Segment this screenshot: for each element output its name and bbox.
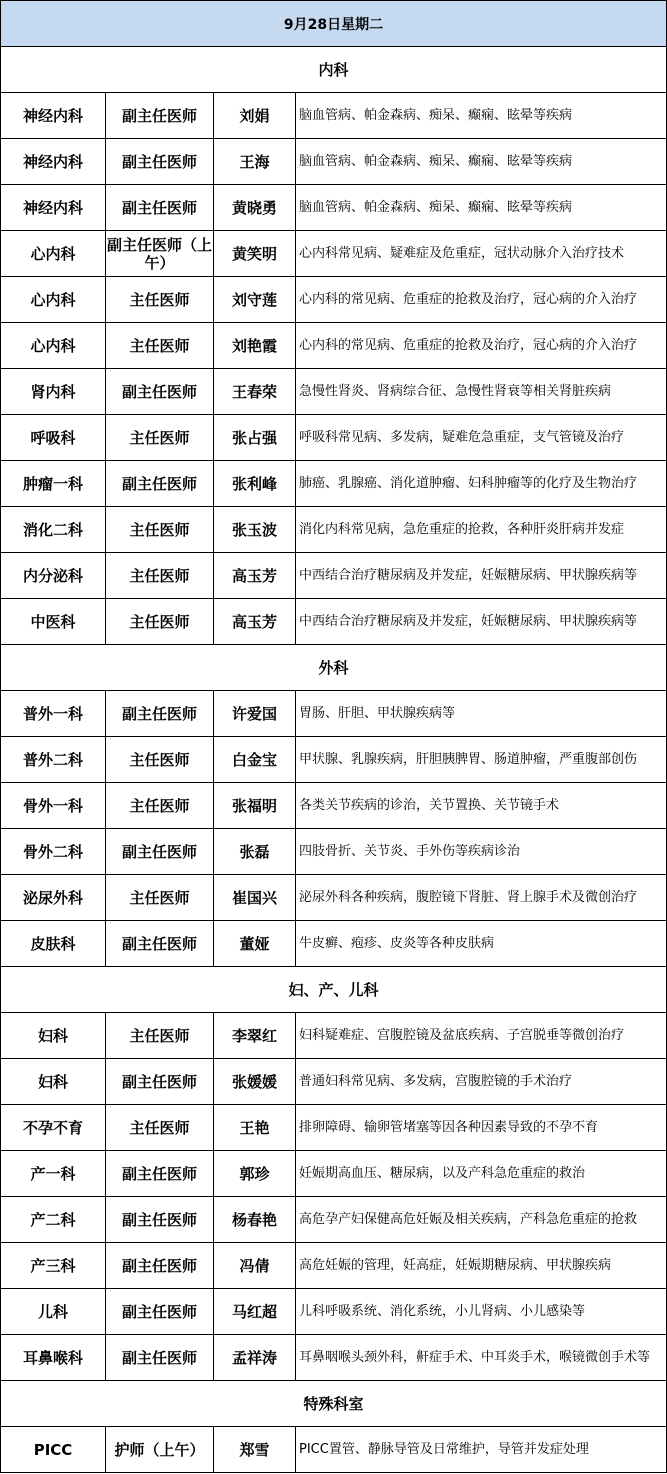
doctor-name-cell: 许爱国: [214, 691, 296, 737]
date-header: 9月28日星期二: [1, 1, 667, 47]
table-row: [1, 323, 667, 369]
specialty-cell: 消化内科常见病，急危重症的抢救，各种肝炎肝病并发症: [296, 507, 667, 553]
doctor-name-cell: 马红超: [214, 1289, 296, 1335]
doctor-title-cell: 主任医师: [106, 1013, 214, 1059]
table-row: [1, 231, 667, 277]
table-row: [1, 1105, 667, 1151]
doctor-title-cell: 主任医师: [106, 783, 214, 829]
doctor-name-cell: 董娅: [214, 921, 296, 967]
doctor-name-cell: 张媛媛: [214, 1059, 296, 1105]
doctor-name-cell: 张磊: [214, 829, 296, 875]
department-cell: 普外一科: [1, 691, 106, 737]
department-cell: 神经内科: [1, 93, 106, 139]
doctor-name-cell: 张占强: [214, 415, 296, 461]
department-cell: 普外二科: [1, 737, 106, 783]
doctor-title-cell: 副主任医师: [106, 921, 214, 967]
table-row: [1, 921, 667, 967]
section-header-row: [1, 1381, 667, 1427]
doctor-title-cell: 副主任医师: [106, 1335, 214, 1381]
specialty-cell: 胃肠、肝胆、甲状腺疾病等: [296, 691, 667, 737]
doctor-title-cell: 主任医师: [106, 277, 214, 323]
table-row: [1, 691, 667, 737]
specialty-cell: 中西结合治疗糖尿病及并发症，妊娠糖尿病、甲状腺疾病等: [296, 553, 667, 599]
specialty-cell: 排卵障碍、输卵管堵塞等因各种因素导致的不孕不育: [296, 1105, 667, 1151]
table-row: [1, 599, 667, 645]
department-cell: PICC: [1, 1427, 106, 1473]
specialty-cell: 高危妊娠的管理，妊高症，妊娠期糖尿病、甲状腺疾病: [296, 1243, 667, 1289]
doctor-name-cell: 王海: [214, 139, 296, 185]
department-cell: 骨外二科: [1, 829, 106, 875]
table-row: [1, 461, 667, 507]
doctor-title-cell: 主任医师: [106, 875, 214, 921]
section-header-row: [1, 645, 667, 691]
specialty-cell: PICC置管、静脉导管及日常维护，导管并发症处理: [296, 1427, 667, 1473]
section-header-row: [1, 967, 667, 1013]
doctor-title-cell: 主任医师: [106, 323, 214, 369]
specialty-cell: 心内科常见病、疑难症及危重症，冠状动脉介入治疗技术: [296, 231, 667, 277]
specialty-cell: 中西结合治疗糖尿病及并发症，妊娠糖尿病、甲状腺疾病等: [296, 599, 667, 645]
doctor-name-cell: 张福明: [214, 783, 296, 829]
doctor-name-cell: 刘艳霞: [214, 323, 296, 369]
specialty-cell: 心内科的常见病、危重症的抢救及治疗，冠心病的介入治疗: [296, 277, 667, 323]
doctor-title-cell: 主任医师: [106, 507, 214, 553]
doctor-title-cell: 副主任医师: [106, 461, 214, 507]
table-row: [1, 1289, 667, 1335]
table-row: [1, 829, 667, 875]
department-cell: 泌尿外科: [1, 875, 106, 921]
department-cell: 产二科: [1, 1197, 106, 1243]
doctor-title-cell: 主任医师: [106, 1105, 214, 1151]
department-cell: 神经内科: [1, 139, 106, 185]
doctor-title-cell: 副主任医师（上午）: [106, 231, 214, 277]
doctor-name-cell: 高玉芳: [214, 553, 296, 599]
department-cell: 心内科: [1, 323, 106, 369]
doctor-title-cell: 副主任医师: [106, 1243, 214, 1289]
table-row: [1, 415, 667, 461]
table-row: [1, 1197, 667, 1243]
doctor-title-cell: 副主任医师: [106, 369, 214, 415]
department-cell: 神经内科: [1, 185, 106, 231]
department-cell: 妇科: [1, 1013, 106, 1059]
specialty-cell: 牛皮癣、疱疹、皮炎等各种皮肤病: [296, 921, 667, 967]
doctor-title-cell: 主任医师: [106, 599, 214, 645]
doctor-title-cell: 副主任医师: [106, 829, 214, 875]
table-row: [1, 185, 667, 231]
department-cell: 产一科: [1, 1151, 106, 1197]
doctor-name-cell: 郭珍: [214, 1151, 296, 1197]
doctor-name-cell: 张玉波: [214, 507, 296, 553]
department-cell: 心内科: [1, 231, 106, 277]
doctor-name-cell: 杨春艳: [214, 1197, 296, 1243]
table-row: [1, 875, 667, 921]
specialty-cell: 脑血管病、帕金森病、痴呆、癫痫、眩晕等疾病: [296, 93, 667, 139]
doctor-title-cell: 副主任医师: [106, 1059, 214, 1105]
doctor-name-cell: 李翠红: [214, 1013, 296, 1059]
table-row: [1, 1427, 667, 1473]
specialty-cell: 甲状腺、乳腺疾病，肝胆胰脾胃、肠道肿瘤，严重腹部创伤: [296, 737, 667, 783]
specialty-cell: 各类关节疾病的诊治，关节置换、关节镜手术: [296, 783, 667, 829]
doctor-title-cell: 主任医师: [106, 737, 214, 783]
table-row: [1, 369, 667, 415]
doctor-title-cell: 副主任医师: [106, 185, 214, 231]
specialty-cell: 普通妇科常见病、多发病，宫腹腔镜的手术治疗: [296, 1059, 667, 1105]
department-cell: 内分泌科: [1, 553, 106, 599]
doctor-name-cell: 白金宝: [214, 737, 296, 783]
section-title: 内科: [1, 47, 667, 93]
department-cell: 不孕不育: [1, 1105, 106, 1151]
department-cell: 肿瘤一科: [1, 461, 106, 507]
section-title: 妇、产、儿科: [1, 967, 667, 1013]
specialty-cell: 四肢骨折、关节炎、手外伤等疾病诊治: [296, 829, 667, 875]
specialty-cell: 耳鼻咽喉头颈外科，鼾症手术、中耳炎手术，喉镜微创手术等: [296, 1335, 667, 1381]
department-cell: 消化二科: [1, 507, 106, 553]
doctor-title-cell: 副主任医师: [106, 1197, 214, 1243]
doctor-name-cell: 崔国兴: [214, 875, 296, 921]
doctor-name-cell: 郑雪: [214, 1427, 296, 1473]
doctor-name-cell: 冯倩: [214, 1243, 296, 1289]
doctor-name-cell: 王艳: [214, 1105, 296, 1151]
specialty-cell: 脑血管病、帕金森病、痴呆、癫痫、眩晕等疾病: [296, 185, 667, 231]
doctor-name-cell: 刘守莲: [214, 277, 296, 323]
specialty-cell: 心内科的常见病、危重症的抢救及治疗，冠心病的介入治疗: [296, 323, 667, 369]
table-row: [1, 1059, 667, 1105]
specialty-cell: 脑血管病、帕金森病、痴呆、癫痫、眩晕等疾病: [296, 139, 667, 185]
specialty-cell: 高危孕产妇保健高危妊娠及相关疾病，产科急危重症的抢救: [296, 1197, 667, 1243]
date-header-row: [1, 1, 667, 47]
table-row: [1, 93, 667, 139]
table-row: [1, 139, 667, 185]
section-title: 特殊科室: [1, 1381, 667, 1427]
doctor-name-cell: 王春荣: [214, 369, 296, 415]
department-cell: 肾内科: [1, 369, 106, 415]
table-row: [1, 277, 667, 323]
table-row: [1, 1335, 667, 1381]
specialty-cell: 泌尿外科各种疾病，腹腔镜下肾脏、肾上腺手术及微创治疗: [296, 875, 667, 921]
section-header-row: [1, 47, 667, 93]
specialty-cell: 儿科呼吸系统、消化系统，小儿肾病、小儿感染等: [296, 1289, 667, 1335]
department-cell: 耳鼻喉科: [1, 1335, 106, 1381]
table-row: [1, 1243, 667, 1289]
doctor-title-cell: 主任医师: [106, 415, 214, 461]
specialty-cell: 妇科疑难症、宫腹腔镜及盆底疾病、子宫脱垂等微创治疗: [296, 1013, 667, 1059]
department-cell: 骨外一科: [1, 783, 106, 829]
doctor-title-cell: 副主任医师: [106, 1151, 214, 1197]
doctor-name-cell: 黄笑明: [214, 231, 296, 277]
table-row: [1, 1151, 667, 1197]
doctor-name-cell: 高玉芳: [214, 599, 296, 645]
specialty-cell: 肺癌、乳腺癌、消化道肿瘤、妇科肿瘤等的化疗及生物治疗: [296, 461, 667, 507]
doctor-name-cell: 黄晓勇: [214, 185, 296, 231]
table-row: [1, 553, 667, 599]
table-row: [1, 507, 667, 553]
department-cell: 产三科: [1, 1243, 106, 1289]
department-cell: 皮肤科: [1, 921, 106, 967]
department-cell: 心内科: [1, 277, 106, 323]
department-cell: 儿科: [1, 1289, 106, 1335]
table-row: [1, 783, 667, 829]
department-cell: 呼吸科: [1, 415, 106, 461]
doctor-title-cell: 护师（上午）: [106, 1427, 214, 1473]
table-row: [1, 737, 667, 783]
specialty-cell: 急慢性肾炎、肾病综合征、急慢性肾衰等相关肾脏疾病: [296, 369, 667, 415]
doctor-name-cell: 孟祥涛: [214, 1335, 296, 1381]
doctor-title-cell: 副主任医师: [106, 93, 214, 139]
doctor-name-cell: 刘娟: [214, 93, 296, 139]
section-title: 外科: [1, 645, 667, 691]
doctor-title-cell: 副主任医师: [106, 1289, 214, 1335]
doctor-title-cell: 副主任医师: [106, 139, 214, 185]
doctor-title-cell: 主任医师: [106, 553, 214, 599]
table-row: [1, 1013, 667, 1059]
specialty-cell: 呼吸科常见病、多发病，疑难危急重症，支气管镜及治疗: [296, 415, 667, 461]
doctor-title-cell: 副主任医师: [106, 691, 214, 737]
department-cell: 妇科: [1, 1059, 106, 1105]
department-cell: 中医科: [1, 599, 106, 645]
doctor-name-cell: 张利峰: [214, 461, 296, 507]
specialty-cell: 妊娠期高血压、糖尿病，以及产科急危重症的救治: [296, 1151, 667, 1197]
